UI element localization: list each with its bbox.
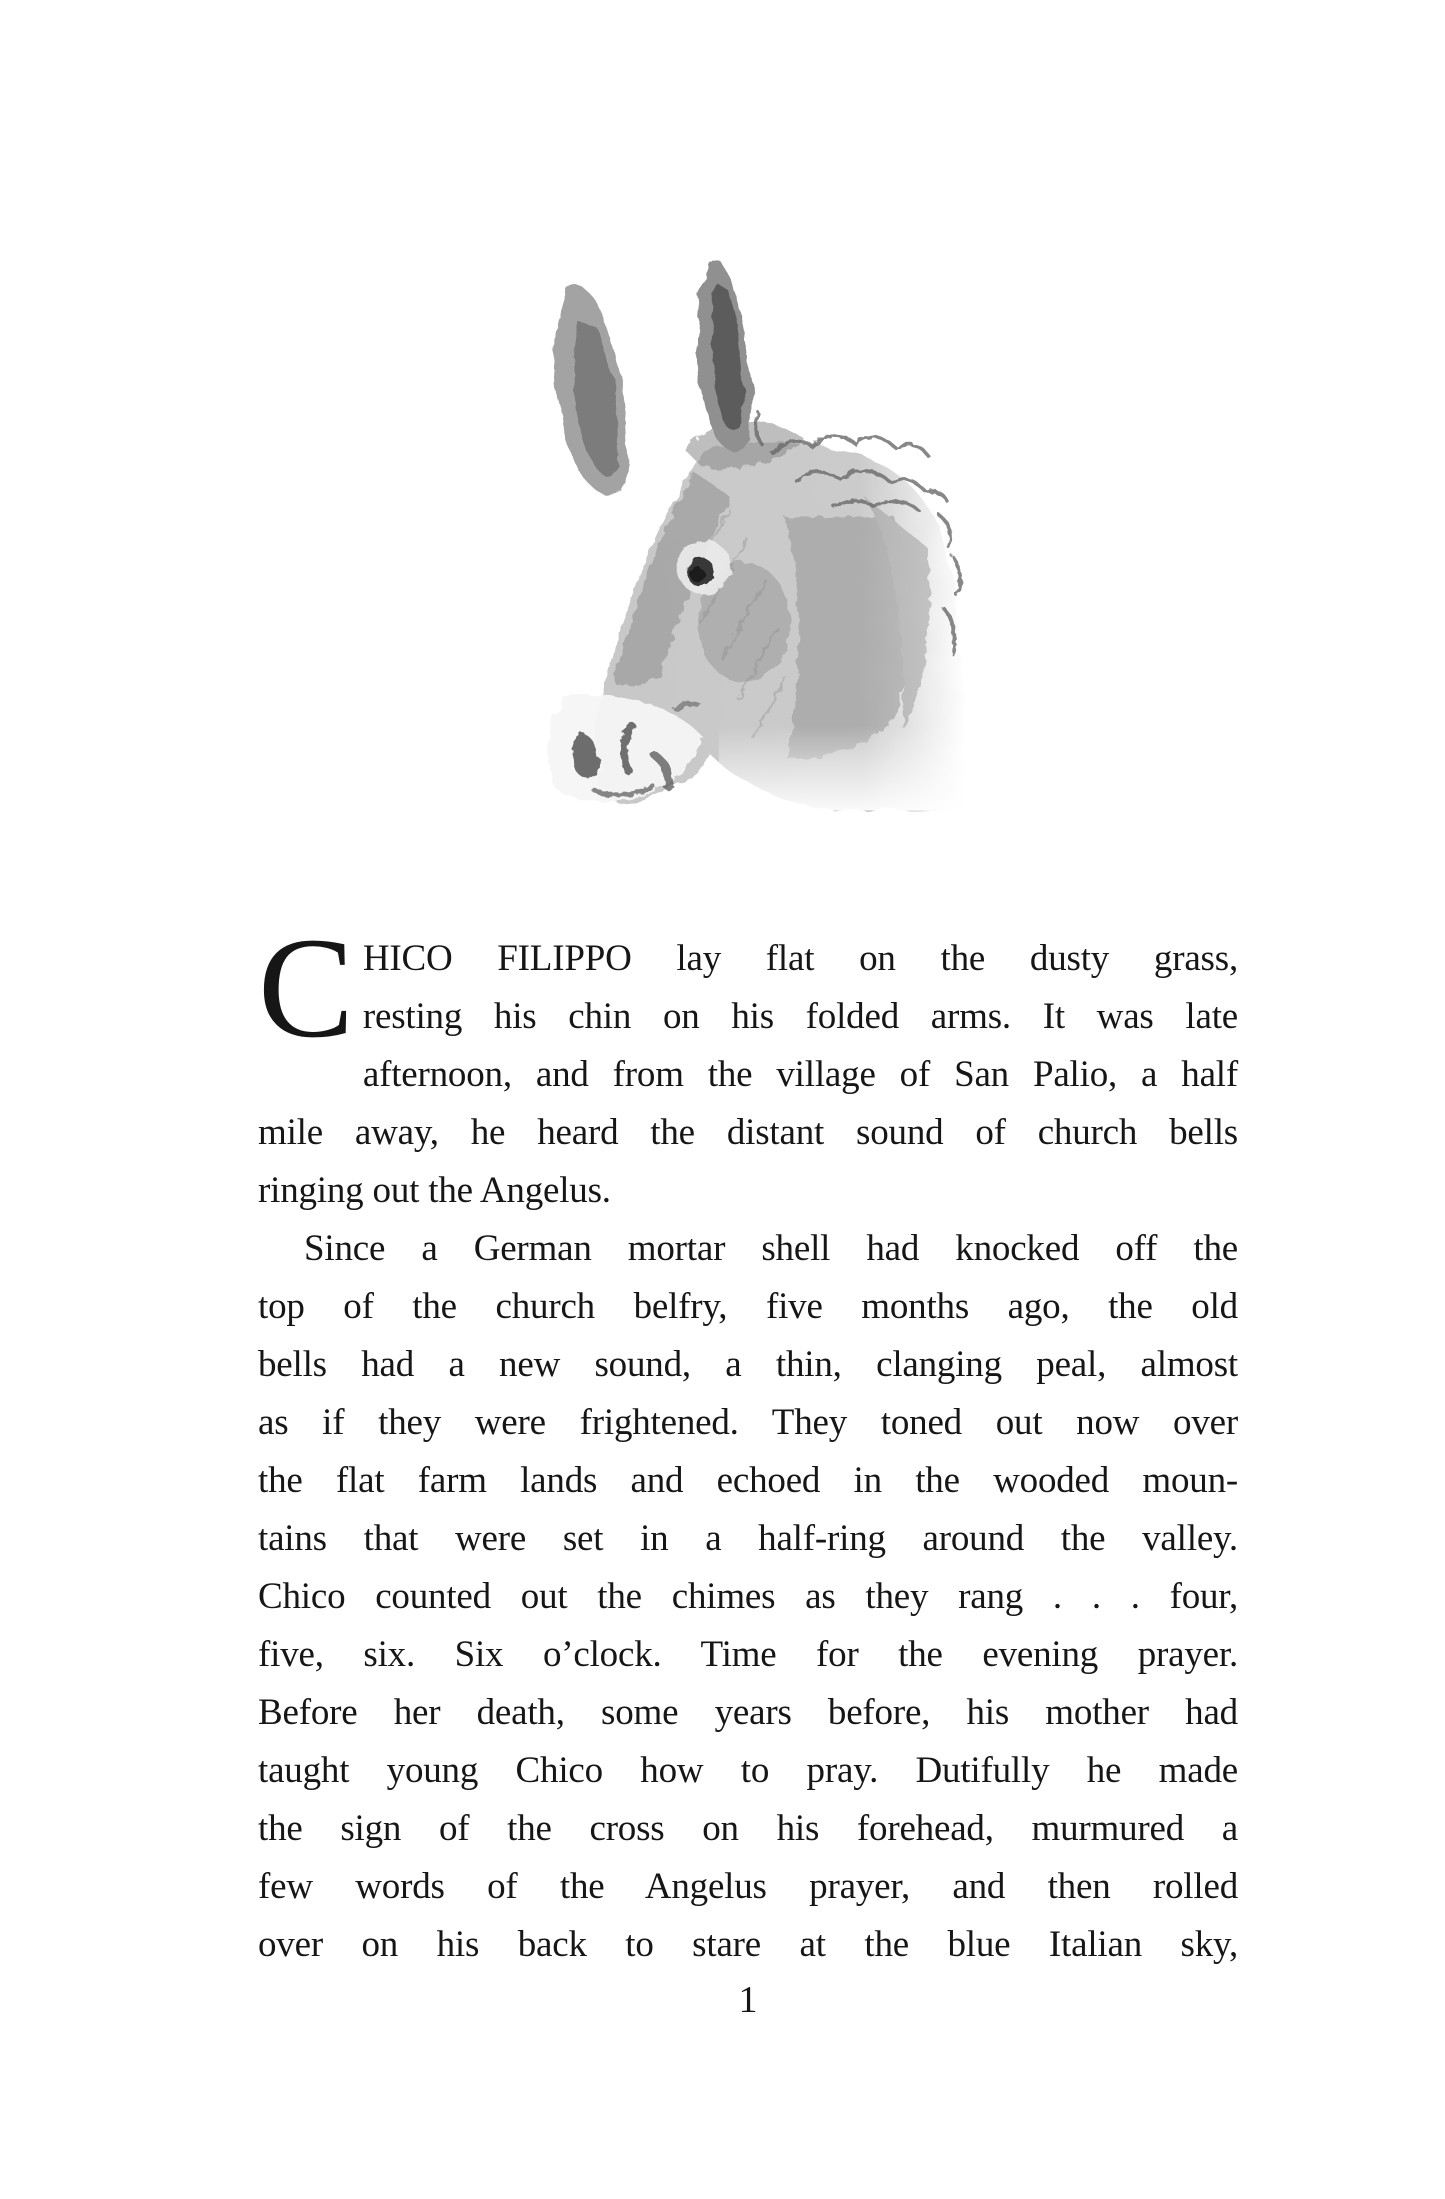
text-line: taught young Chico how to pray. Dutifully he made (258, 1750, 1238, 1791)
paragraph-1-lines (258, 909, 1238, 1220)
text-line: Chico counted out the chimes as they rang . . . four, (258, 1576, 1238, 1617)
text-line: as if they were frightened. They toned out now over (258, 1402, 1238, 1443)
text-line: top of the church belfry, five months ago, the old (258, 1286, 1238, 1327)
donkey-head-sketch (533, 254, 969, 812)
text-line: the sign of the cross on his forehead, murmured a (258, 1808, 1238, 1849)
paragraph-2-lines (258, 1220, 1238, 1974)
drop-cap: C (258, 909, 354, 1068)
paragraph-2 (258, 1220, 1238, 1974)
text-line: five, six. Six o’clock. Time for the evening prayer. (258, 1634, 1238, 1675)
text-line: afternoon, and from the village of San Palio, a half (362, 1054, 1238, 1095)
text-line: Since a German mortar shell had knocked off the (304, 1228, 1238, 1269)
text-line: few words of the Angelus prayer, and then rolled (258, 1866, 1238, 1907)
text-line: tains that were set in a half-ring around the valley. (258, 1518, 1238, 1559)
text-line: ringing out the Angelus. (258, 1170, 611, 1211)
text-line: mile away, he heard the distant sound of church bells (258, 1112, 1238, 1153)
text-line: the flat farm lands and echoed in the wooded moun- (258, 1460, 1238, 1501)
text-line: bells had a new sound, a thin, clanging peal, almost (258, 1344, 1238, 1385)
text-line: resting his chin on his folded arms. It was late (362, 996, 1238, 1037)
text-line: over on his back to stare at the blue Italian sky, (258, 1924, 1238, 1965)
text-block (258, 909, 1238, 1974)
text-line: Before her death, some years before, his mother had (258, 1692, 1238, 1733)
paragraph-1 (258, 909, 1238, 1220)
text-line: HICO FILIPPO lay flat on the dusty grass, (362, 938, 1238, 979)
donkey-illustration (533, 254, 969, 812)
page-number: 1 (738, 1979, 758, 2021)
